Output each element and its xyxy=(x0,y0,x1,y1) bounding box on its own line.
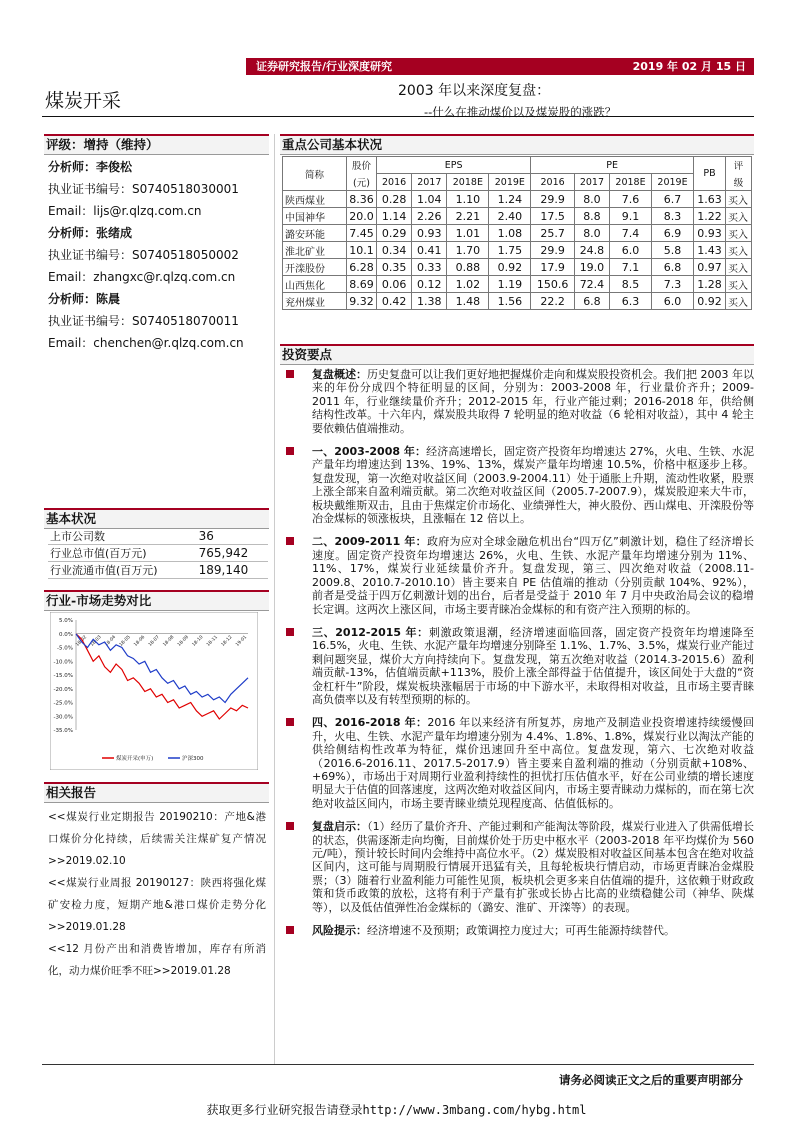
list-item xyxy=(282,924,754,937)
analyst-cert: 执业证书编号：S0740518050002 xyxy=(48,248,239,262)
company-eps: 1.56 xyxy=(489,293,531,310)
square-bullet-icon xyxy=(286,370,294,378)
company-pe: 8.3 xyxy=(652,208,694,225)
x-tick-label: 18-09 xyxy=(177,635,190,648)
company-pe: 8.8 xyxy=(574,208,609,225)
company-price: 9.32 xyxy=(347,293,377,310)
company-eps: 1.04 xyxy=(412,191,447,208)
y-tick-label: -35.0% xyxy=(53,728,73,734)
company-eps: 0.93 xyxy=(412,225,447,242)
company-eps: 1.10 xyxy=(447,191,489,208)
company-eps: 1.24 xyxy=(489,191,531,208)
company-pb: 0.92 xyxy=(694,293,726,310)
analyst-name: 分析师：李俊松 xyxy=(48,160,133,174)
company-name: 潞安环能 xyxy=(283,225,347,242)
company-pe: 8.5 xyxy=(610,276,652,293)
company-pe: 9.1 xyxy=(610,208,652,225)
point-lead: 复盘概述： xyxy=(312,368,367,381)
y-tick-label: -20.0% xyxy=(53,686,73,693)
report-type: 证券研究报告/行业深度研究 xyxy=(256,60,393,73)
column-divider xyxy=(274,134,275,1064)
square-bullet-icon xyxy=(286,718,294,726)
report-subtitle: --什么在推动煤价以及煤炭股的涨跌？ xyxy=(424,105,617,119)
table-row xyxy=(48,528,268,545)
analyst-cert: 执业证书编号：S0740518070011 xyxy=(48,314,239,328)
reports-heading: 相关报告 xyxy=(44,782,269,803)
company-eps: 1.38 xyxy=(412,293,447,310)
company-eps: 2.21 xyxy=(447,208,489,225)
points-list xyxy=(282,368,754,947)
table-row xyxy=(48,562,268,579)
basic-label: 行业流通市值(百万元) xyxy=(50,564,158,577)
analyst-1 xyxy=(48,156,239,222)
company-rating: 买入 xyxy=(726,242,752,259)
analyst-email[interactable]: Email：chenchen@r.qlzq.com.cn xyxy=(48,336,244,350)
x-tick-label: 18-05 xyxy=(118,635,132,648)
x-tick-label: 18-07 xyxy=(147,635,161,648)
analyst-name: 分析师：张绪成 xyxy=(48,226,133,240)
point-text: （1）经历了量价齐升、产能过剩和产能淘汰等阶段，煤炭行业进入了供需低增长的状态，供需逐渐走向均衡，目前煤价处于历史中枢水平（2003-2018 年平均煤价为 560 元/吨），预计较长时间内会维持中高位水平。（2）煤炭股相对收益区间基本包含在绝对收益区间内，这可能与周期股行情展开迅猛有关，且每轮板块行情启动，市场更青睐冶金煤股票；（3）随着行业盈利能力可能性见顶，板块机会更多来自估值端的提升，这依赖于财政政策和货币政策的放松，这将有利于产量有扩张或长协占比高的业绩稳健公司（神华、陕煤等），以及低估值弹性冶金煤标的（潞安、淮矿、开滦等）的表现。 xyxy=(312,820,754,914)
company-eps: 1.14 xyxy=(377,208,412,225)
company-pe: 7.4 xyxy=(610,225,652,242)
company-eps: 1.19 xyxy=(489,276,531,293)
trend-heading: 行业-市场走势对比 xyxy=(44,590,269,611)
list-item xyxy=(282,716,754,810)
company-pe: 6.9 xyxy=(652,225,694,242)
company-eps: 0.41 xyxy=(412,242,447,259)
points-heading: 投资要点 xyxy=(280,344,754,365)
company-eps: 2.26 xyxy=(412,208,447,225)
analyst-email[interactable]: Email：zhangxc@r.qlzq.com.cn xyxy=(48,270,236,284)
table-row xyxy=(283,293,752,310)
company-eps: 0.06 xyxy=(377,276,412,293)
company-pe: 6.0 xyxy=(610,242,652,259)
col-price: 股价 xyxy=(347,157,377,174)
company-eps: 0.34 xyxy=(377,242,412,259)
legend-label: 煤炭开采(申万) xyxy=(116,756,154,762)
company-name: 中国神华 xyxy=(283,208,347,225)
x-tick-label: 18-02 xyxy=(75,635,89,648)
company-rating: 买入 xyxy=(726,208,752,225)
col-year: 2016 xyxy=(531,174,575,191)
company-pe: 72.4 xyxy=(574,276,609,293)
company-eps: 2.40 xyxy=(489,208,531,225)
analyst-email[interactable]: Email：lijs@r.qlzq.com.cn xyxy=(48,204,202,218)
col-eps: EPS xyxy=(377,157,531,174)
basic-label: 行业总市值(百万元) xyxy=(50,547,147,560)
company-pb: 1.28 xyxy=(694,276,726,293)
report-link[interactable]: <<12 月份产出和消费皆增加，库存有所消化，动力煤价旺季不旺>>2019.01.28 xyxy=(48,943,266,977)
company-eps: 1.08 xyxy=(489,225,531,242)
company-price: 10.1 xyxy=(347,242,377,259)
reports-list xyxy=(48,806,266,982)
basic-value: 189,140 xyxy=(198,563,249,577)
company-pe: 17.9 xyxy=(531,259,575,276)
list-item xyxy=(282,535,754,615)
company-eps: 0.29 xyxy=(377,225,412,242)
col-year: 2017 xyxy=(574,174,609,191)
company-name: 陕西煤业 xyxy=(283,191,347,208)
company-pe: 29.9 xyxy=(531,191,575,208)
company-rating: 买入 xyxy=(726,191,752,208)
table-row xyxy=(283,276,752,293)
y-tick-label: 0.0% xyxy=(59,631,73,638)
point-lead: 四、2016-2018 年： xyxy=(312,716,428,730)
company-name: 开滦股份 xyxy=(283,259,347,276)
companies-heading: 重点公司基本状况 xyxy=(280,134,754,155)
company-pb: 0.97 xyxy=(694,259,726,276)
col-pe: PE xyxy=(531,157,694,174)
company-pe: 8.0 xyxy=(574,225,609,242)
company-eps: 1.70 xyxy=(447,242,489,259)
analyst-name: 分析师：陈晨 xyxy=(48,292,121,306)
table-header-row xyxy=(283,157,752,174)
header-bar xyxy=(246,58,754,75)
point-text: 经济增速不及预期；政策调控力度过大；可再生能源持续替代。 xyxy=(367,924,675,938)
table-row xyxy=(283,259,752,276)
square-bullet-icon xyxy=(286,926,294,934)
company-pe: 17.5 xyxy=(531,208,575,225)
chart-frame xyxy=(50,612,258,770)
company-pe: 6.3 xyxy=(610,293,652,310)
report-date: 2019 年 02 月 15 日 xyxy=(632,60,746,73)
x-tick-label: 19-01 xyxy=(235,635,249,648)
company-pe: 5.8 xyxy=(652,242,694,259)
company-price: 20.0 xyxy=(347,208,377,225)
y-tick-label: -5.0% xyxy=(57,645,73,652)
table-row xyxy=(283,191,752,208)
report-link[interactable]: <<煤炭行业定期报告 20190210：产地&港口煤价分化持续，后续需关注煤矿复产情况>>2019.02.10 xyxy=(48,811,266,867)
company-pe: 6.7 xyxy=(652,191,694,208)
square-bullet-icon xyxy=(286,822,294,830)
company-eps: 0.42 xyxy=(377,293,412,310)
rating-heading: 评级：增持（维持） xyxy=(44,134,269,155)
basic-value: 765,942 xyxy=(198,546,249,560)
companies-table xyxy=(282,156,752,310)
report-title: 2003 年以来深度复盘： xyxy=(398,83,551,99)
company-rating: 买入 xyxy=(726,293,752,310)
list-item xyxy=(282,368,754,435)
x-tick-label: 18-06 xyxy=(133,635,147,648)
company-pb: 0.93 xyxy=(694,225,726,242)
square-bullet-icon xyxy=(286,447,294,455)
point-text: 2016 年以来经济有所复苏，房地产及制造业投资增速持续缓慢回升，火电、生铁、水泥产量年均增速分别为 4.4%、1.8%、1.8%，煤炭行业以淘汰产能的供给侧结构性改革为特征，煤价迅速回升至中高位。复盘发现，第六、七次绝对收益（2016.6-2016.11、2017.5-2017.9）皆主要来自盈利端的推动（分别贡献+108%、+69%），市场出于对周期行业盈利持续性的担忧打压估值水平，好在公司业绩的增长速度明显大于估值的回落速度，这两次绝对收益区间内，市场主要青睐动力煤标的，而在第七次绝对收益区间内，市场主要青睐业绩兑现程度高、估值低标的。 xyxy=(312,716,754,810)
company-pe: 19.0 xyxy=(574,259,609,276)
company-pe: 6.8 xyxy=(652,259,694,276)
company-eps: 0.92 xyxy=(489,259,531,276)
col-rating: 评 xyxy=(726,157,752,174)
company-pe: 7.6 xyxy=(610,191,652,208)
company-pe: 6.8 xyxy=(574,293,609,310)
company-eps: 1.02 xyxy=(447,276,489,293)
col-year: 2017 xyxy=(412,174,447,191)
x-tick-label: 18-10 xyxy=(191,635,205,648)
col-year: 2018E xyxy=(447,174,489,191)
x-tick-label: 18-08 xyxy=(162,635,176,648)
basic-value: 36 xyxy=(198,529,214,543)
y-tick-label: -15.0% xyxy=(53,673,73,679)
company-pe: 24.8 xyxy=(574,242,609,259)
company-eps: 1.01 xyxy=(447,225,489,242)
basic-heading: 基本状况 xyxy=(44,508,269,529)
table-row xyxy=(283,225,752,242)
company-eps: 0.35 xyxy=(377,259,412,276)
company-pe: 29.9 xyxy=(531,242,575,259)
point-lead: 复盘启示： xyxy=(312,820,368,834)
company-pb: 1.63 xyxy=(694,191,726,208)
point-lead: 一、2003-2008 年： xyxy=(312,445,427,459)
point-text: 经济高速增长，固定资产投资年均增速达 27%，火电、生铁、水泥产量年均增速达到 13%、19%、13%，煤炭产量年均增速 10.5%，价格中枢逐步上移。复盘发现，第一次绝对收益区间（2003.9-2004.11）处于通胀上升期，流动性收紧，股票上涨全部来自盈利端贡献。第二次绝对收益区间（2005.7-2007.9），煤炭股迎来大牛市，板块戴维斯双击，且由于焦煤定价市场化、业绩弹性大，神火股份、西山煤电、开滦股份等冶金煤标的领涨板块，且涨幅在 12 倍以上。 xyxy=(312,445,754,526)
table-header-row xyxy=(283,174,752,191)
company-eps: 1.75 xyxy=(489,242,531,259)
y-tick-label: -30.0% xyxy=(53,714,73,721)
company-pb: 1.43 xyxy=(694,242,726,259)
company-pb: 1.22 xyxy=(694,208,726,225)
col-year: 2019E xyxy=(489,174,531,191)
company-pe: 7.3 xyxy=(652,276,694,293)
col-year: 2019E xyxy=(652,174,694,191)
col-rating-2: 级 xyxy=(726,174,752,191)
company-name: 兖州煤业 xyxy=(283,293,347,310)
company-eps: 0.33 xyxy=(412,259,447,276)
company-rating: 买入 xyxy=(726,259,752,276)
company-eps: 1.48 xyxy=(447,293,489,310)
table-row xyxy=(48,545,268,562)
x-tick-label: 18-04 xyxy=(104,635,118,648)
legend-label: 沪深300 xyxy=(182,756,204,762)
company-eps: 0.88 xyxy=(447,259,489,276)
company-pe: 7.1 xyxy=(610,259,652,276)
analyst-cert: 执业证书编号：S0740518030001 xyxy=(48,182,239,196)
basic-label: 上市公司数 xyxy=(50,530,105,543)
basic-table xyxy=(48,528,268,579)
company-eps: 0.28 xyxy=(377,191,412,208)
point-text: 历史复盘可以让我们更好地把握煤价走向和煤炭股投资机会。我们把 2003 年以来的年份分成四个特征明显的区间，分别为：2003-2008 年，行业量价齐升；2009-2011 年，行业继续量价齐升；2012-2015 年，行业产能过剩；2016-2018 年，供给侧结构性改革。十六年内，煤炭股共取得 7 轮明显的绝对收益（6 轮相对收益），其中 4 轮主要依赖估值端推动。 xyxy=(312,368,754,435)
x-tick-label: 18-11 xyxy=(206,635,219,648)
footer-link[interactable]: 获取更多行业研究报告请登录http://www.3mbang.com/hybg.html xyxy=(206,1103,587,1117)
analyst-3 xyxy=(48,288,244,354)
company-name: 淮北矿业 xyxy=(283,242,347,259)
disclaimer: 请务必阅读正文之后的重要声明部分 xyxy=(559,1073,743,1087)
company-rating: 买入 xyxy=(726,225,752,242)
company-pe: 25.7 xyxy=(531,225,575,242)
list-item xyxy=(282,445,754,525)
point-lead: 三、2012-2015 年： xyxy=(312,625,429,639)
col-year: 2018E xyxy=(610,174,652,191)
list-item xyxy=(282,626,754,706)
col-year: 2016 xyxy=(377,174,412,191)
company-pe: 8.0 xyxy=(574,191,609,208)
title-divider xyxy=(42,116,754,117)
y-tick-label: 5.0% xyxy=(59,618,73,624)
report-link[interactable]: <<煤炭行业周报 20190127：陕西将强化煤矿安检力度，短期产地&港口煤价走势分化>>2019.01.28 xyxy=(48,877,266,933)
company-price: 8.69 xyxy=(347,276,377,293)
point-lead: 风险提示： xyxy=(312,924,367,938)
company-pe: 6.0 xyxy=(652,293,694,310)
col-price-unit: (元) xyxy=(347,174,377,191)
point-text: 政府为应对全球金融危机出台“四万亿”刺激计划，稳住了经济增长速度。固定资产投资年均增速达 26%，火电、生铁、水泥产量年均增速分别为 11%、11%、17%，煤炭行业延续量价齐升。复盘发现，第三、四次绝对收益（2008.11-2009.8、2010.7-2010.10）皆主要来自 PE 估值端的推动（分别贡献 104%、92%），前者是受益于四万亿刺激计划的出台，后者是受益于 2010 年 7 月中央政治局会议的稳增长定调。这两次上涨区间，市场主要青睐冶金煤标的和有资产注入预期的标的。 xyxy=(312,535,754,616)
sector-name: 煤炭开采 xyxy=(45,90,122,112)
col-pb: PB xyxy=(694,157,726,191)
y-tick-label: -25.0% xyxy=(53,700,73,707)
point-lead: 二、2009-2011 年： xyxy=(312,535,427,549)
company-name: 山西焦化 xyxy=(283,276,347,293)
table-row xyxy=(283,242,752,259)
company-price: 6.28 xyxy=(347,259,377,276)
table-row xyxy=(283,208,752,225)
company-pe: 150.6 xyxy=(531,276,575,293)
y-tick-label: -10.0% xyxy=(53,659,73,666)
list-item xyxy=(282,820,754,914)
company-pe: 22.2 xyxy=(531,293,575,310)
square-bullet-icon xyxy=(286,537,294,545)
company-eps: 0.12 xyxy=(412,276,447,293)
footer-divider xyxy=(42,1064,754,1065)
analyst-2 xyxy=(48,222,239,288)
company-rating: 买入 xyxy=(726,276,752,293)
x-tick-label: 18-03 xyxy=(89,635,103,648)
trend-chart xyxy=(50,612,258,770)
company-price: 8.36 xyxy=(347,191,377,208)
col-name: 简称 xyxy=(283,157,347,191)
company-price: 7.45 xyxy=(347,225,377,242)
x-tick-label: 18-12 xyxy=(220,635,234,648)
square-bullet-icon xyxy=(286,628,294,636)
point-text: 刺激政策退潮，经济增速面临回落，固定资产投资年均增速降至 16.5%，火电、生铁、水泥产量年均增速分别降至 1.1%、1.7%、3.5%，煤炭行业产能过剩问题突显，煤价大方向持续向下。复盘发现，第五次绝对收益（2014.3-2015.6）盈利端贡献-13%，估值端贡献+113%，股价上涨全部得益于估值提升，该区间处于大盘的“资金杠杆牛”阶段，煤炭板块涨幅居于市场的中下游水平，未取得相对收益，且市场主要青睐高负债率以及有转型预期的标的。 xyxy=(312,625,754,706)
